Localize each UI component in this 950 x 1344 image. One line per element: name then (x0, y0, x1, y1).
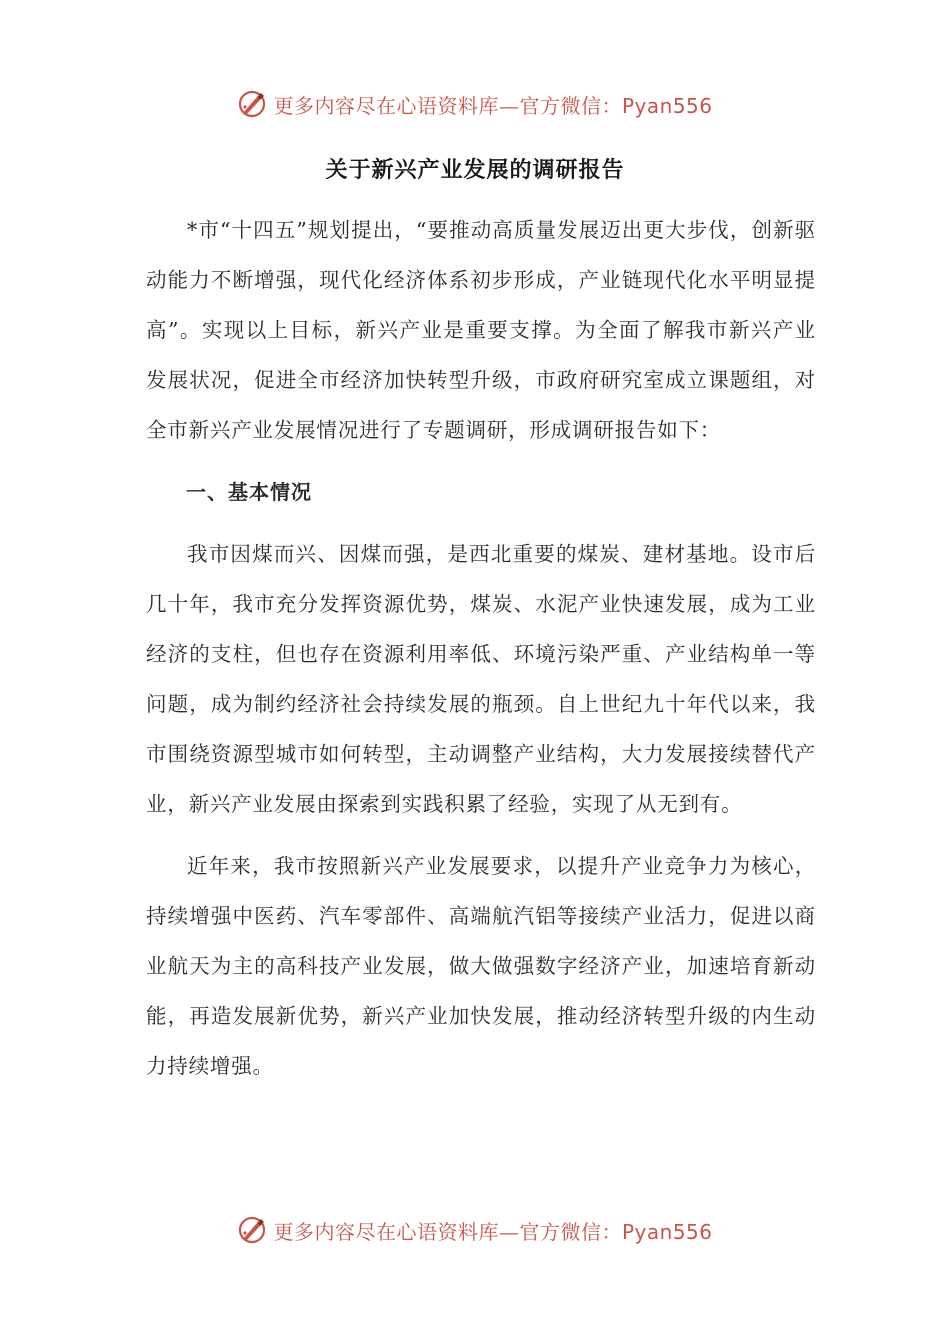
watermark-contact: Pyan556 (621, 93, 713, 118)
document-body (146, 205, 816, 1103)
section-heading: 一、基本情况 (186, 480, 312, 504)
watermark-text (273, 1216, 712, 1245)
watermark-separator: — (498, 1219, 520, 1244)
watermark-label: 官方微信： (519, 1219, 622, 1244)
watermark-separator: — (498, 93, 520, 118)
intro-paragraph: *市“十四五”规划提出，“要推动高质量发展迈出更大步伐，创新驱动能力不断增强，现代化经济体系初步形成，产业链现代化水平明显提高”。实现以上目标，新兴产业是重要支撑。为全面了解我市新兴产业发展状况，促进全市经济加快转型升级，市政府研究室成立课题组，对全市新兴产业发展情况进行了专题调研，形成调研报告如下： (146, 218, 816, 442)
watermark-contact: Pyan556 (621, 1219, 713, 1244)
watermark-label: 官方微信： (519, 93, 622, 118)
document-title: 关于新兴产业发展的调研报告 (325, 158, 625, 183)
pen-logo-icon (237, 89, 267, 119)
section-paragraph-1: 我市因煤而兴、因煤而强，是西北重要的煤炭、建材基地。设市后几十年，我市充分发挥资源优势，煤炭、水泥产业快速发展，成为工业经济的支柱，但也存在资源利用率低、环境污染严重、产业结构单一等问题，成为制约经济社会持续发展的瓶颈。自上世纪九十年代以来，我市围绕资源型城市如何转型，主动调整产业结构，大力发展接续替代产业，新兴产业发展由探索到实践积累了经验，实现了从无到有。 (146, 542, 816, 816)
watermark-prefix: 更多内容尽在心语资料库 (273, 1219, 499, 1244)
watermark-footer (0, 1210, 950, 1250)
watermark-header (0, 84, 950, 124)
watermark-prefix: 更多内容尽在心语资料库 (273, 93, 499, 118)
pen-logo-icon (237, 1215, 267, 1245)
watermark-text (273, 90, 712, 119)
section-paragraph-2: 近年来，我市按照新兴产业发展要求，以提升产业竞争力为核心，持续增强中医药、汽车零部件、高端航汽铝等接续产业活力，促进以商业航天为主的高科技产业发展，做大做强数字经济产业，加速培育新动能，再造发展新优势，新兴产业加快发展，推动经济转型升级的内生动力持续增强。 (146, 854, 816, 1078)
